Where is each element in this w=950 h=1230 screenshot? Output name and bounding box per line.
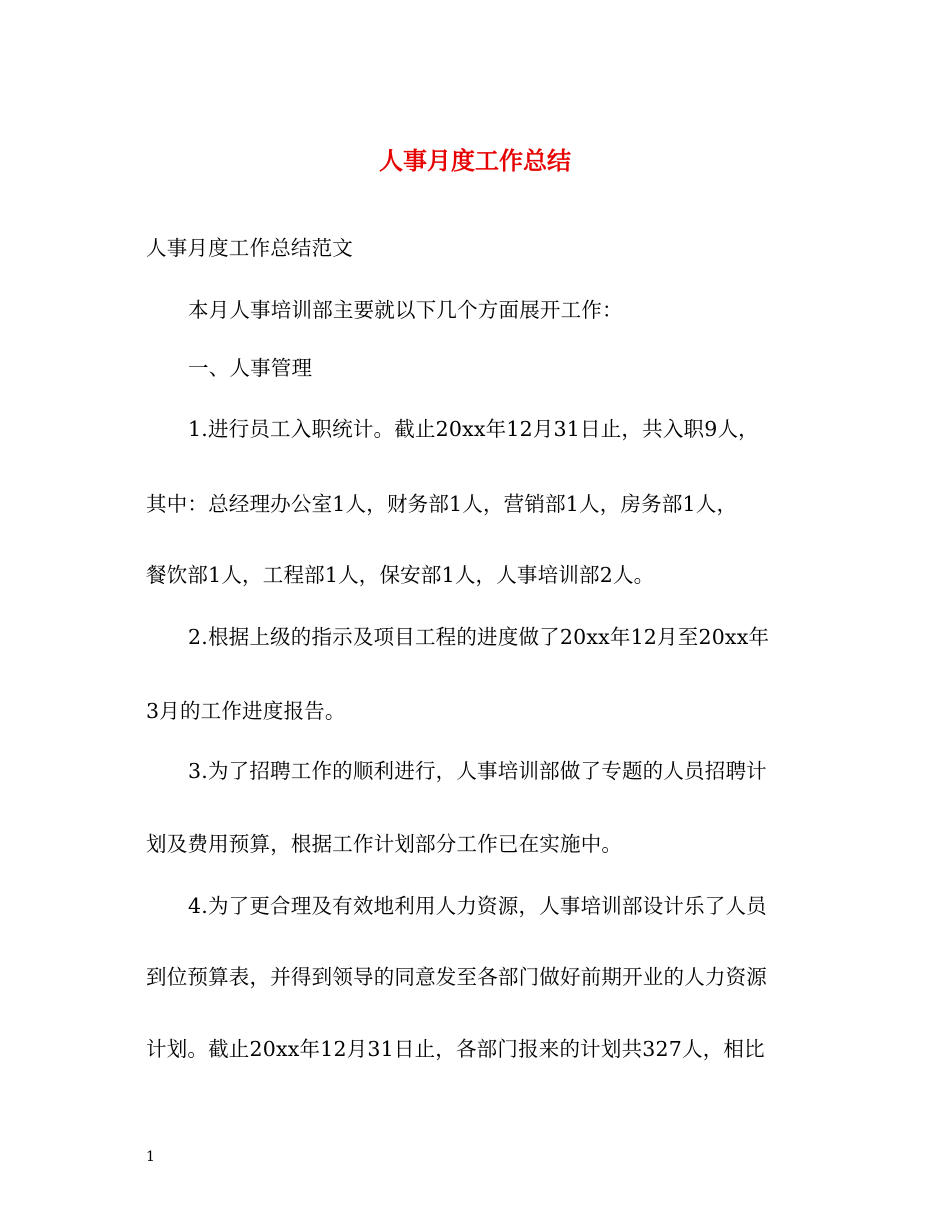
item-3-line-1: 3.为了招聘工作的顺利进行，人事培训部做了专题的人员招聘计 [188, 759, 767, 783]
item-3-line-2: 划及费用预算，根据工作计划部分工作已在实施中。 [146, 832, 623, 856]
item-2-line-1: 2.根据上级的指示及项目工程的进度做了20xx年12月至20xx年 [188, 625, 770, 649]
item-4-line-3: 计划。截止20xx年12月31日止，各部门报来的计划共327人，相比 [146, 1037, 765, 1061]
item-1-line-2: 其中：总经理办公室1人，财务部1人，营销部1人，房务部1人， [146, 492, 738, 516]
item-2-line-2: 3月的工作进度报告。 [146, 699, 346, 723]
item-4-line-2: 到位预算表，并得到领导的同意发至各部门做好前期开业的人力资源 [146, 965, 767, 989]
page-number: 1 [146, 1149, 155, 1165]
subtitle-line: 人事月度工作总结范文 [146, 236, 353, 260]
item-4-line-1: 4.为了更合理及有效地利用人力资源，人事培训部设计乐了人员 [188, 894, 767, 918]
section-heading-personnel: 一、人事管理 [188, 356, 313, 380]
item-1-line-1: 1.进行员工入职统计。截止20xx年12月31日止，共入职9人， [188, 417, 759, 441]
intro-paragraph: 本月人事培训部主要就以下几个方面展开工作： [188, 298, 623, 322]
document-title: 人事月度工作总结 [379, 146, 571, 175]
item-1-line-3: 餐饮部1人，工程部1人，保安部1人，人事培训部2人。 [146, 563, 655, 587]
